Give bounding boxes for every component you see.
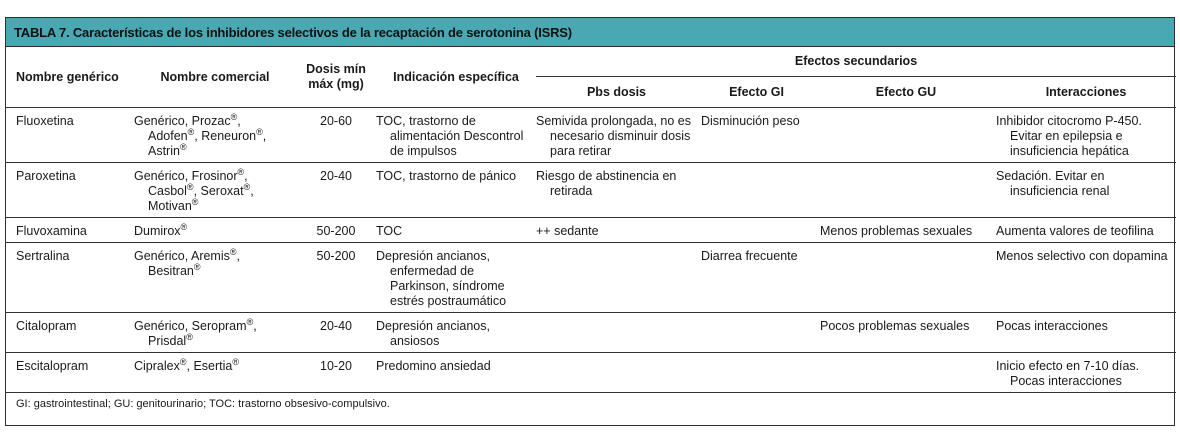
cell-interactions: Inhibidor citocromo P-450. Evitar en epilepsia e insuficiencia hepática — [996, 108, 1176, 163]
cell-dose: 20-40 — [296, 313, 376, 353]
cell-gu: Menos problemas sexuales — [816, 218, 996, 243]
cell-interactions: Aumenta valores de teofilina — [996, 218, 1176, 243]
cell-indication: TOC, trastorno de pánico — [376, 163, 536, 218]
header-commercial: Nombre comercial — [134, 47, 296, 108]
table-row — [6, 163, 1176, 218]
header-dose: Dosis mín máx (mg) — [296, 47, 376, 108]
cell-interactions: Pocas interacciones — [996, 313, 1176, 353]
header-side-effects: Efectos secundarios — [536, 47, 1176, 77]
cell-indication: Depresión ancianos, enfermedad de Parkinson, síndrome estrés postraumático — [376, 243, 536, 313]
cell-interactions: Menos selectivo con dopamina — [996, 243, 1176, 313]
cell-generic: Fluvoxamina — [6, 218, 134, 243]
isrs-table — [6, 47, 1176, 393]
cell-indication: TOC, trastorno de alimentación Descontrol de impulsos — [376, 108, 536, 163]
table-frame — [5, 17, 1175, 426]
table-row — [6, 243, 1176, 313]
cell-commercial: Dumirox® — [134, 218, 296, 243]
cell-commercial: Cipralex®, Esertia® — [134, 353, 296, 393]
cell-generic: Escitalopram — [6, 353, 134, 393]
header-gi: Efecto GI — [697, 77, 816, 108]
cell-gu — [816, 163, 996, 218]
cell-gi — [697, 218, 816, 243]
cell-gi — [697, 313, 816, 353]
cell-indication: Predomino ansiedad — [376, 353, 536, 393]
cell-gi — [697, 353, 816, 393]
cell-dose: 20-40 — [296, 163, 376, 218]
cell-generic: Citalopram — [6, 313, 134, 353]
cell-pbs: ++ sedante — [536, 218, 697, 243]
header-generic: Nombre genérico — [6, 47, 134, 108]
cell-gu: Pocos problemas sexuales — [816, 313, 996, 353]
cell-indication: TOC — [376, 218, 536, 243]
table-row — [6, 108, 1176, 163]
cell-interactions: Sedación. Evitar en insuficiencia renal — [996, 163, 1176, 218]
cell-generic: Sertralina — [6, 243, 134, 313]
cell-commercial: Genérico, Aremis®, Besitran® — [134, 243, 296, 313]
cell-gu — [816, 243, 996, 313]
table-row — [6, 313, 1176, 353]
cell-pbs — [536, 243, 697, 313]
table-row — [6, 353, 1176, 393]
cell-pbs — [536, 353, 697, 393]
cell-pbs: Semivida prolongada, no es necesario disminuir dosis para retirar — [536, 108, 697, 163]
header-gu: Efecto GU — [816, 77, 996, 108]
cell-dose: 50-200 — [296, 243, 376, 313]
cell-gi: Diarrea frecuente — [697, 243, 816, 313]
cell-generic: Paroxetina — [6, 163, 134, 218]
cell-dose: 10-20 — [296, 353, 376, 393]
cell-gi: Disminución peso — [697, 108, 816, 163]
cell-indication: Depresión ancianos, ansiosos — [376, 313, 536, 353]
header-interactions: Interacciones — [996, 77, 1176, 108]
cell-generic: Fluoxetina — [6, 108, 134, 163]
table-row — [6, 218, 1176, 243]
cell-interactions: Inicio efecto en 7-10 días. Pocas interacciones — [996, 353, 1176, 393]
cell-gi — [697, 163, 816, 218]
cell-pbs: Riesgo de abstinencia en retirada — [536, 163, 697, 218]
cell-pbs — [536, 313, 697, 353]
header-indication: Indicación específica — [376, 47, 536, 108]
cell-gu — [816, 353, 996, 393]
cell-commercial: Genérico, Seropram®, Prisdal® — [134, 313, 296, 353]
header-pbs: Pbs dosis — [536, 77, 697, 108]
cell-gu — [816, 108, 996, 163]
table-footnote: GI: gastrointestinal; GU: genitourinario; TOC: trastorno obsesivo-compulsivo. — [16, 398, 390, 410]
cell-dose: 20-60 — [296, 108, 376, 163]
cell-commercial: Genérico, Prozac®, Adofen®, Reneuron®, Astrin® — [134, 108, 296, 163]
cell-dose: 50-200 — [296, 218, 376, 243]
cell-commercial: Genérico, Frosinor®, Casbol®, Seroxat®, Motivan® — [134, 163, 296, 218]
table-title: TABLA 7. Características de los inhibidores selectivos de la recaptación de serotonina (ISRS) — [6, 18, 1174, 47]
